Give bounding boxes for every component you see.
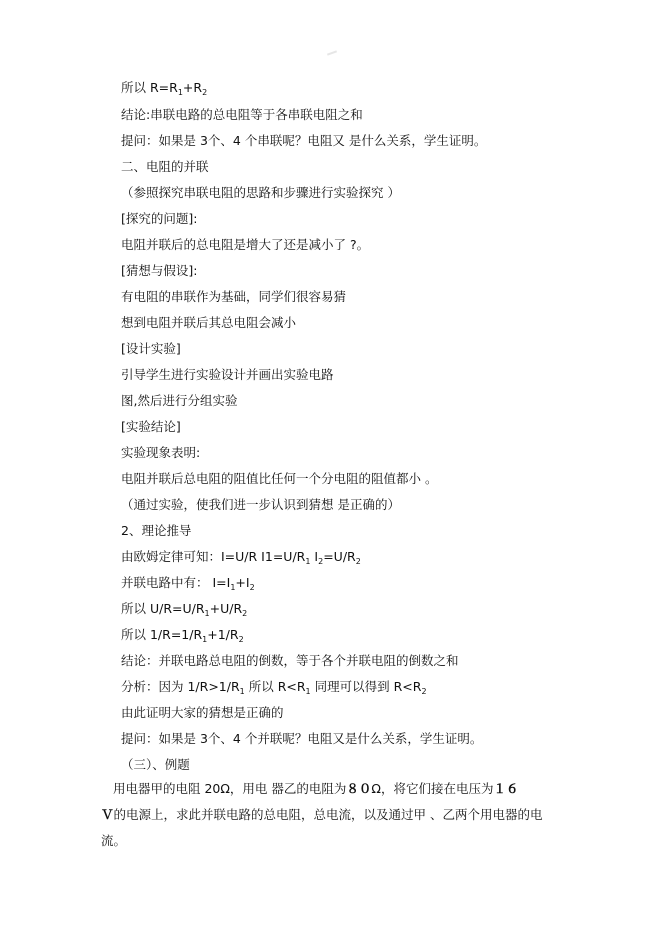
label-question: [探究的问题]: [121,211,198,226]
heading-example: （三）、例题 [121,757,190,772]
heading-derivation: 2、理论推导 [121,523,192,538]
section-heading-parallel: 二、电阻的并联 [121,159,209,174]
research-question: 电阻并联后的总电阻是增大了还是减小了 ?。 [121,237,370,252]
phenomenon-intro: 实验现象表明: [121,445,201,460]
design-line-2: 图,然后进行分组实验 [121,393,238,408]
parallel-question: 提问：如果是 3个、4 个并联呢？电阻又是什么关系，学生证明。 [121,731,483,746]
formula-current-sum: 并联电路中有： $I=I_1+I_2$ [121,575,255,592]
formula-reciprocal: 所以 $1/R=1/R_1+1/R_2$ [121,627,244,644]
parallel-conclusion: 结论：并联电路总电阻的倒数，等于各个并联电阻的倒数之和 [121,653,459,668]
experiment-note: （通过实验，使我们进一步认识到猜想 是正确的） [121,497,400,512]
scan-speck [327,50,337,55]
analysis-line: 分析：因为 $1/R>1/R_1$ 所以 $R<R_1$ 同理可以得到 $R<R_2$ [121,679,427,696]
hypothesis-line-2: 想到电阻并联后其总电阻会减小 [121,315,297,330]
parallel-intro: （参照探究串联电阻的思路和步骤进行实验探究 ） [121,185,400,200]
phenomenon-result: 电阻并联后总电阻的阻值比任何一个分电阻的阻值都小 。 [121,471,438,486]
formula-ohms-law: 由欧姆定律可知：I=U/R $I1=U/R_1$ $I_2=U/R_2$ [121,549,361,566]
series-conclusion: 结论:串联电路的总电阻等于各串联电阻之和 [121,107,363,122]
formula-series-total: 所以 $R=R_1+R_2$ [121,80,208,97]
proof-statement: 由此证明大家的猜想是正确的 [121,705,284,720]
hypothesis-line-1: 有电阻的串联作为基础，同学们很容易猜 [121,289,347,304]
label-design: [设计实验] [121,341,181,356]
design-line-1: 引导学生进行实验设计并画出实验电路 [121,367,334,382]
label-conclusion: [实验结论] [121,419,181,434]
series-question: 提问：如果是 3个、4 个串联呢？电阻又 是什么关系，学生证明。 [121,133,487,148]
label-hypothesis: [猜想与假设]: [121,263,198,278]
example-problem: 用电器甲的电阻 20Ω，用电 器乙的电阻为８０Ω，将它们接在电压为１６ Ｖ的电源上，求此并联电路的总电阻，总电流，以及通过甲 、乙两个用电器的电流。 [101,781,543,848]
formula-u-over-r: 所以 $U/R=U/R_1+U/R_2$ [121,601,248,618]
